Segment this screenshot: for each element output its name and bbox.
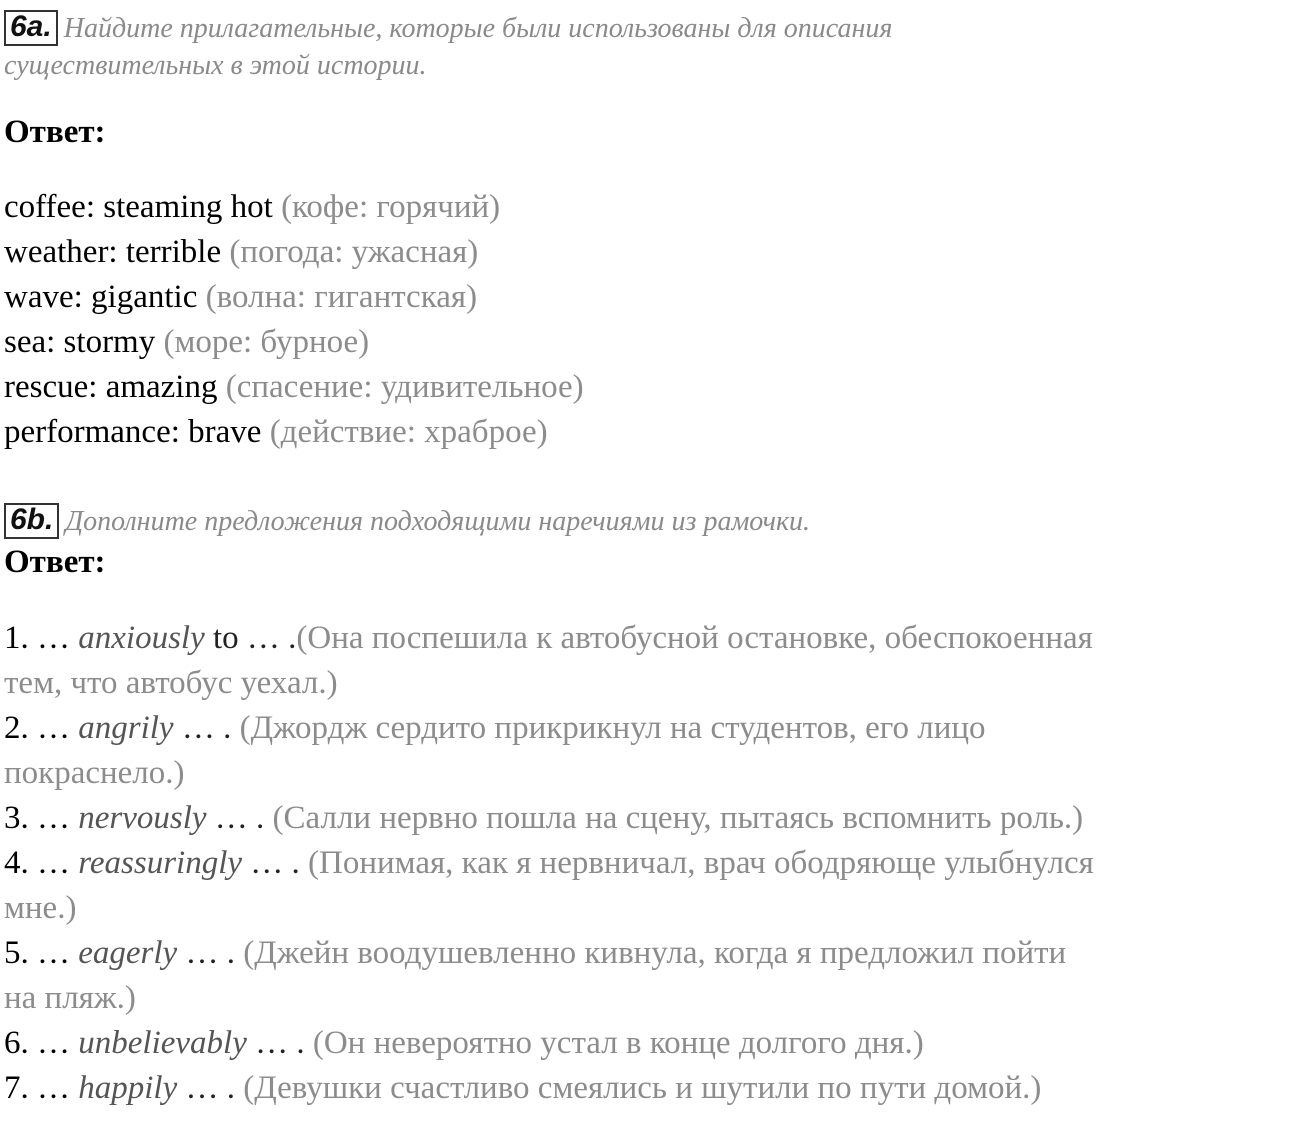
task-6a-header — [4, 8, 1296, 49]
adverb: nervously — [78, 800, 207, 836]
item-number: 5. … — [4, 935, 70, 971]
task-6b-header — [4, 501, 1296, 542]
item-tail: … . — [250, 845, 300, 881]
answer-en: weather: terrible — [4, 234, 222, 270]
answer-item-continuation — [4, 661, 1296, 706]
adverb: anxiously — [78, 620, 205, 656]
adverb: unbelievably — [78, 1025, 247, 1061]
answer-ru: (море: бурное) — [163, 324, 370, 360]
task-6b-answer-list — [4, 616, 1296, 1111]
translation-line1: (Понимая, как я нервничал, врач ободряюще улыбнулся — [308, 845, 1094, 881]
answer-ru: (погода: ужасная) — [229, 234, 479, 270]
task-6b-instruction: Дополните предложения подходящими наречиями из рамочки. — [65, 506, 811, 537]
item-number: 4. … — [4, 845, 70, 881]
task-6b-answer-label: Ответ: — [4, 544, 106, 580]
answer-en: wave: gigantic — [4, 279, 198, 315]
task-6a-answer-label: Ответ: — [4, 114, 106, 150]
translation-line2: на пляж.) — [4, 980, 136, 1016]
item-tail: … . — [185, 1070, 235, 1106]
answer-ru: (кофе: горячий) — [281, 189, 501, 225]
item-number: 3. … — [4, 800, 70, 836]
translation-line1: (Джордж сердито прикрикнул на студентов, его лицо — [239, 710, 986, 746]
item-tail: … . — [181, 710, 232, 746]
answer-ru: (спасение: удивительное) — [225, 369, 584, 405]
translation-line2: тем, что автобус уехал.) — [4, 665, 338, 701]
item-number: 6. … — [4, 1025, 70, 1061]
item-number: 1. … — [4, 620, 70, 656]
answer-item — [4, 185, 1296, 230]
task-6a — [4, 8, 1296, 455]
answer-item — [4, 275, 1296, 320]
answer-item — [4, 931, 1296, 976]
task-6b — [4, 501, 1296, 1111]
answer-ru: (действие: храброе) — [269, 414, 548, 450]
answer-item — [4, 1021, 1296, 1066]
document-page — [4, 8, 1296, 1111]
translation-line1: (Девушки счастливо смеялись и шутили по пути домой.) — [243, 1070, 1042, 1106]
answer-en: rescue: amazing — [4, 369, 218, 405]
item-tail: to … . — [212, 620, 297, 656]
answer-en: coffee: steaming hot — [4, 189, 273, 225]
answer-item — [4, 410, 1296, 455]
adverb: eagerly — [78, 935, 178, 971]
answer-item — [4, 706, 1296, 751]
answer-item — [4, 230, 1296, 275]
answer-item-continuation — [4, 886, 1296, 931]
task-6a-instruction-line2: существительных в этой истории. — [4, 50, 427, 81]
answer-item-continuation — [4, 976, 1296, 1021]
translation-line1: (Он невероятно устал в конце долгого дня.) — [312, 1025, 924, 1061]
answer-ru: (волна: гигантская) — [205, 279, 478, 315]
answer-item — [4, 320, 1296, 365]
answer-item — [4, 1066, 1296, 1111]
item-number: 7. … — [4, 1070, 70, 1106]
translation-line1: (Салли нервно пошла на сцену, пытаясь вспомнить роль.) — [272, 800, 1084, 836]
task-6a-instruction-line2-row — [4, 45, 1296, 86]
translation-line1: (Джейн воодушевленно кивнула, когда я предложил пойти — [243, 935, 1067, 971]
task-6a-instruction-line1: Найдите прилагательные, которые были использованы для описания — [63, 13, 893, 44]
adverb: happily — [78, 1070, 178, 1106]
answer-en: sea: stormy — [4, 324, 156, 360]
task-6a-badge: 6a. — [4, 10, 58, 46]
task-6a-answer-list — [4, 185, 1296, 455]
answer-item — [4, 841, 1296, 886]
answer-en: performance: brave — [4, 414, 262, 450]
answer-item — [4, 616, 1296, 661]
item-tail: … . — [255, 1025, 305, 1061]
item-number: 2. … — [4, 710, 70, 746]
translation-line2: мне.) — [4, 890, 77, 926]
translation-line1: (Она поспешила к автобусной остановке, обеспокоенная — [296, 620, 1093, 656]
answer-item-continuation — [4, 751, 1296, 796]
translation-line2: покраснело.) — [4, 755, 185, 791]
task-6b-badge: 6b. — [4, 503, 59, 539]
item-tail: … . — [185, 935, 235, 971]
adverb: reassuringly — [78, 845, 243, 881]
answer-item — [4, 365, 1296, 410]
adverb: angrily — [78, 710, 174, 746]
answer-item — [4, 796, 1296, 841]
item-tail: … . — [214, 800, 265, 836]
